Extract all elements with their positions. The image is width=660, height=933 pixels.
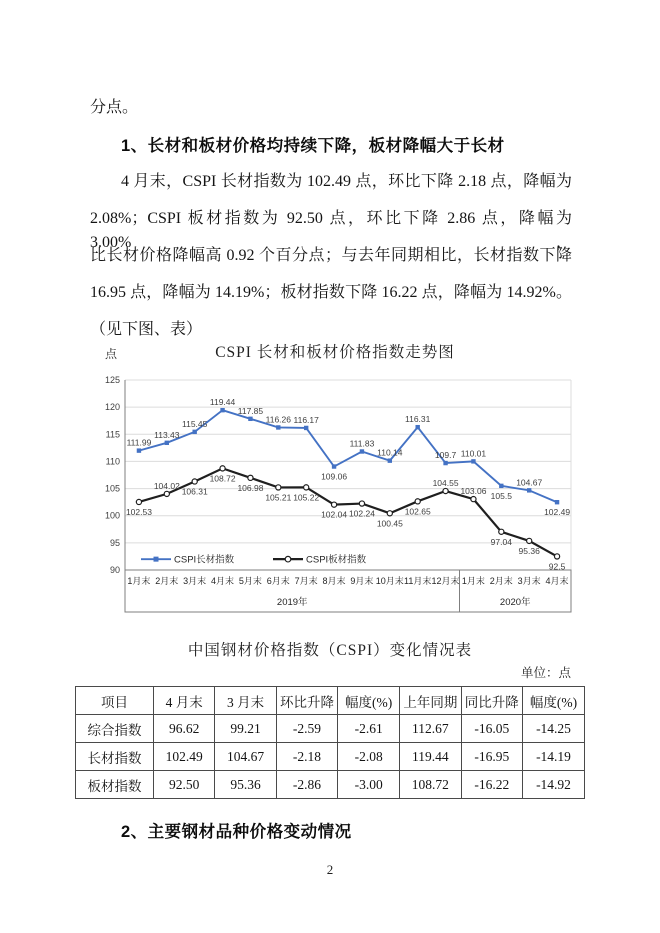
legend-marker bbox=[285, 556, 291, 562]
data-point-label: 111.99 bbox=[126, 437, 152, 448]
data-point-label: 102.49 bbox=[544, 507, 571, 518]
data-point-label: 113.43 bbox=[154, 429, 180, 440]
data-point-marker bbox=[164, 491, 169, 496]
row-label-cell: 综合指数 bbox=[76, 715, 154, 743]
data-point-marker bbox=[443, 488, 448, 493]
data-point-label: 105.21 bbox=[265, 492, 292, 503]
value-cell: -2.61 bbox=[338, 715, 400, 743]
data-point-marker bbox=[360, 449, 364, 453]
data-point-label: 117.85 bbox=[237, 405, 264, 416]
table-header-cell: 同比升降 bbox=[461, 687, 522, 715]
value-cell: -3.00 bbox=[338, 771, 400, 799]
data-point-label: 92.5 bbox=[548, 561, 566, 572]
data-point-label: 97.04 bbox=[490, 536, 512, 547]
x-axis-tick-label: 4月末 bbox=[211, 576, 235, 586]
value-cell: -2.08 bbox=[338, 743, 400, 771]
x-axis-tick-label: 9月末 bbox=[350, 576, 374, 586]
data-point-marker bbox=[471, 497, 476, 502]
trend-chart bbox=[95, 338, 575, 630]
legend-label: CSPI板材指数 bbox=[306, 554, 367, 566]
x-axis-tick-label: 12月末 bbox=[431, 576, 460, 586]
value-cell: -14.19 bbox=[523, 743, 585, 771]
value-cell: 102.49 bbox=[154, 743, 215, 771]
table-row bbox=[76, 715, 585, 743]
data-point-marker bbox=[220, 408, 224, 412]
x-axis-tick-label: 4月末 bbox=[545, 576, 569, 586]
data-point-marker bbox=[137, 448, 141, 452]
y-axis-tick-label: 110 bbox=[105, 456, 120, 467]
section-heading-2: 2、主要钢材品种价格变动情况 bbox=[121, 823, 352, 841]
value-cell: 96.62 bbox=[154, 715, 215, 743]
data-point-label: 115.45 bbox=[182, 418, 208, 429]
paragraph-line: 比长材价格降幅高 0.92 个百分点；与去年同期相比，长材指数下降 bbox=[90, 247, 572, 264]
data-point-marker bbox=[499, 529, 504, 534]
data-point-marker bbox=[332, 464, 336, 468]
data-point-marker bbox=[248, 417, 252, 421]
data-point-label: 103.06 bbox=[460, 486, 487, 497]
data-point-label: 95.36 bbox=[518, 545, 540, 556]
table-header-cell: 3 月末 bbox=[215, 687, 276, 715]
value-cell: -14.25 bbox=[523, 715, 585, 743]
legend-marker bbox=[154, 557, 159, 562]
data-point-label: 102.53 bbox=[125, 506, 152, 517]
data-point-label: 116.31 bbox=[405, 414, 431, 425]
page-number: 2 bbox=[326, 862, 334, 877]
data-point-marker bbox=[304, 485, 309, 490]
table-row bbox=[76, 771, 585, 799]
paragraph-line: 4 月末，CSPI 长材指数为 102.49 点，环比下降 2.18 点，降幅为 bbox=[121, 173, 572, 190]
value-cell: 108.72 bbox=[400, 771, 461, 799]
data-point-label: 109.06 bbox=[321, 471, 348, 482]
x-axis-tick-label: 3月末 bbox=[517, 576, 541, 586]
x-axis-tick-label: 10月末 bbox=[375, 576, 404, 586]
cspi-change-table bbox=[75, 686, 585, 799]
data-point-marker bbox=[388, 458, 392, 462]
y-axis-tick-label: 95 bbox=[109, 537, 120, 548]
data-point-marker bbox=[248, 475, 253, 480]
data-point-label: 110.14 bbox=[377, 447, 403, 458]
value-cell: -2.86 bbox=[276, 771, 337, 799]
value-cell: -16.22 bbox=[461, 771, 522, 799]
data-point-label: 102.04 bbox=[321, 509, 348, 520]
data-point-marker bbox=[527, 488, 531, 492]
data-point-marker bbox=[192, 430, 196, 434]
data-point-marker bbox=[331, 502, 336, 507]
table-header-row bbox=[76, 687, 585, 715]
data-point-label: 116.17 bbox=[293, 414, 319, 425]
value-cell: 92.50 bbox=[154, 771, 215, 799]
data-point-marker bbox=[192, 479, 197, 484]
data-point-label: 110.01 bbox=[460, 448, 487, 459]
data-point-label: 106.31 bbox=[181, 486, 208, 497]
data-point-marker bbox=[220, 466, 225, 471]
x-axis-tick-label: 2月末 bbox=[489, 576, 513, 586]
x-axis-tick-label: 5月末 bbox=[238, 576, 262, 586]
data-point-label: 106.98 bbox=[237, 482, 264, 493]
data-point-label: 102.24 bbox=[348, 508, 375, 519]
data-point-label: 116.26 bbox=[265, 414, 291, 425]
value-cell: 99.21 bbox=[215, 715, 276, 743]
data-point-marker bbox=[276, 485, 281, 490]
value-cell: -16.05 bbox=[461, 715, 522, 743]
data-point-marker bbox=[527, 538, 532, 543]
data-point-marker bbox=[387, 511, 392, 516]
table-unit-label: 单位：点 bbox=[520, 666, 571, 680]
x-axis-tick-label: 2月末 bbox=[155, 576, 179, 586]
chart-plot-area bbox=[95, 366, 575, 624]
data-point-marker bbox=[471, 459, 475, 463]
x-axis-tick-label: 3月末 bbox=[183, 576, 207, 586]
data-point-label: 102.65 bbox=[404, 506, 431, 517]
chart-title: CSPI 长材和板材价格指数走势图 bbox=[215, 344, 455, 361]
data-point-marker bbox=[499, 484, 503, 488]
data-point-label: 119.44 bbox=[209, 397, 236, 408]
row-label-cell: 长材指数 bbox=[76, 743, 154, 771]
data-point-marker bbox=[555, 500, 559, 504]
data-point-marker bbox=[415, 425, 419, 429]
table-header-cell: 幅度(%) bbox=[523, 687, 585, 715]
value-cell: 104.67 bbox=[215, 743, 276, 771]
value-cell: -2.59 bbox=[276, 715, 337, 743]
paragraph-line: （见下图、表） bbox=[90, 321, 203, 338]
y-axis-tick-label: 100 bbox=[104, 510, 120, 521]
data-point-marker bbox=[304, 426, 308, 430]
x-axis-tick-label: 6月末 bbox=[266, 576, 290, 586]
data-point-label: 108.72 bbox=[209, 473, 236, 484]
y-axis-tick-label: 90 bbox=[109, 565, 120, 575]
data-point-label: 104.67 bbox=[516, 477, 543, 488]
x-axis-tick-label: 8月末 bbox=[322, 576, 346, 586]
data-point-label: 105.5 bbox=[490, 490, 512, 501]
x-axis-year-label: 2020年 bbox=[499, 597, 531, 608]
data-point-label: 104.02 bbox=[153, 480, 180, 491]
value-cell: -16.95 bbox=[461, 743, 522, 771]
paragraph-line: 2.08%；CSPI 板材指数为 92.50 点，环比下降 2.86 点，降幅为 3.00%， bbox=[90, 210, 572, 251]
table-header-cell: 项目 bbox=[76, 687, 154, 715]
table-header-cell: 环比升降 bbox=[276, 687, 337, 715]
data-point-marker bbox=[359, 501, 364, 506]
section-heading-1: 1、长材和板材价格均持续下降，板材降幅大于长材 bbox=[121, 137, 505, 155]
data-point-marker bbox=[415, 499, 420, 504]
data-point-label: 104.55 bbox=[432, 478, 459, 489]
table-row bbox=[76, 743, 585, 771]
carryover-text: 分点。 bbox=[90, 99, 139, 116]
data-point-marker bbox=[443, 461, 447, 465]
table-title: 中国钢材价格指数（CSPI）变化情况表 bbox=[187, 642, 473, 659]
paragraph-line: 16.95 点，降幅为 14.19%；板材指数下降 16.22 点，降幅为 14.92%。 bbox=[90, 284, 572, 301]
data-point-label: 111.83 bbox=[349, 438, 375, 449]
x-axis-tick-label: 11月末 bbox=[404, 576, 432, 586]
table-header-cell: 上年同期 bbox=[400, 687, 461, 715]
x-axis-tick-label: 7月末 bbox=[294, 576, 318, 586]
table-header-cell: 4 月末 bbox=[154, 687, 215, 715]
chart-y-unit-label: 点 bbox=[105, 347, 118, 361]
data-point-marker bbox=[165, 441, 169, 445]
value-cell: 112.67 bbox=[400, 715, 461, 743]
data-point-label: 105.22 bbox=[293, 492, 320, 503]
y-axis-tick-label: 115 bbox=[105, 429, 120, 440]
value-cell: -2.18 bbox=[276, 743, 337, 771]
table-header-cell: 幅度(%) bbox=[338, 687, 400, 715]
row-label-cell: 板材指数 bbox=[76, 771, 154, 799]
x-axis-tick-label: 1月末 bbox=[461, 576, 485, 586]
value-cell: 95.36 bbox=[215, 771, 276, 799]
value-cell: -14.92 bbox=[523, 771, 585, 799]
y-axis-tick-label: 105 bbox=[104, 483, 120, 494]
data-point-label: 109.7 bbox=[434, 450, 457, 461]
data-point-marker bbox=[554, 554, 559, 559]
value-cell: 119.44 bbox=[400, 743, 461, 771]
legend-label: CSPI长材指数 bbox=[174, 554, 235, 566]
data-point-marker bbox=[136, 499, 141, 504]
x-axis-tick-label: 1月末 bbox=[127, 576, 151, 586]
data-point-label: 100.45 bbox=[376, 518, 403, 529]
x-axis-year-label: 2019年 bbox=[276, 597, 308, 608]
y-axis-tick-label: 120 bbox=[104, 402, 120, 413]
y-axis-tick-label: 125 bbox=[104, 375, 120, 385]
data-point-marker bbox=[276, 425, 280, 429]
